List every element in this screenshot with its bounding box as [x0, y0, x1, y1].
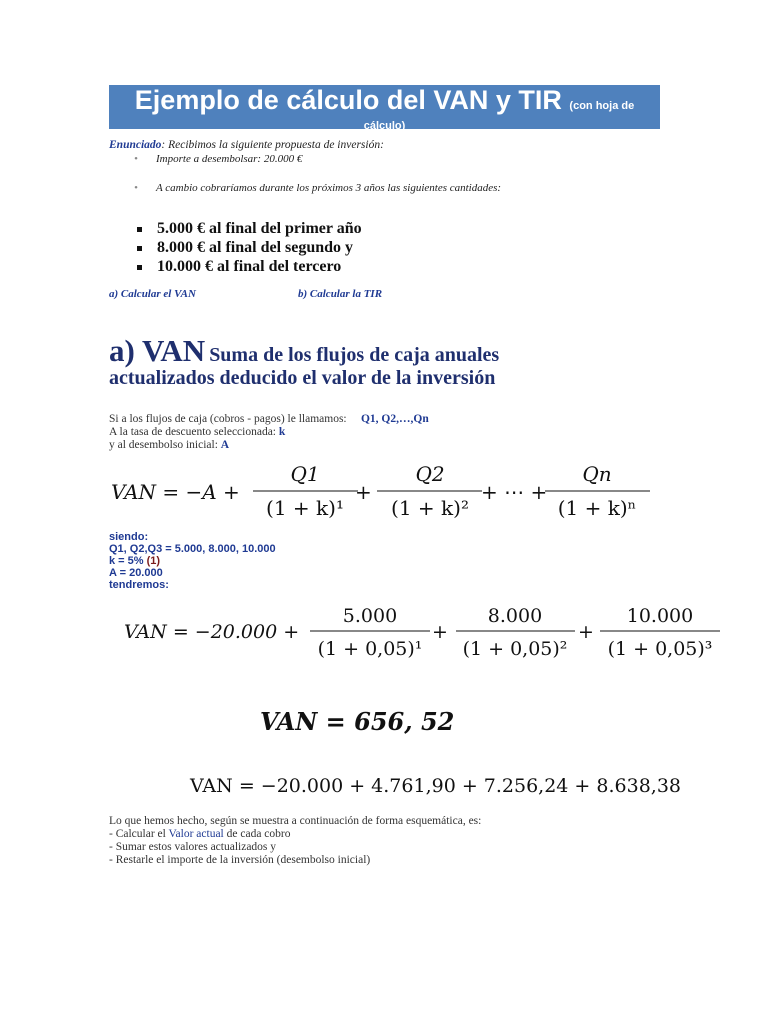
summary-line-2c: de cada cobro: [226, 828, 291, 840]
formula-substituted: [120, 598, 730, 668]
expanded-formula: [188, 766, 708, 802]
section-heading: [109, 333, 499, 390]
section-heading-rest: Suma de los flujos de caja anuales: [209, 344, 500, 366]
expanded-text: VAN = −20.000 + 4.761,90 + 7.256,24 + 8.638,38: [190, 775, 682, 797]
task-b: b) Calcular la TIR: [298, 288, 383, 300]
title-text: Ejemplo de cálculo del VAN y TIR: [134, 85, 562, 115]
summary-text: [109, 815, 481, 867]
given-line-2: Q1, Q2,Q3 = 5.000, 8.000, 10.000: [109, 543, 276, 555]
valor-actual-link[interactable]: Valor actual: [168, 828, 224, 840]
formula-general: [105, 455, 665, 527]
summary-line-1: Lo que hemos hecho, según se muestra a continuación de forma esquemática, es:: [109, 815, 482, 827]
formula-general-lhs: VAN = −A +: [111, 480, 240, 504]
enunciado: [109, 139, 384, 151]
result-formula: [258, 700, 478, 740]
payments-list: [137, 219, 362, 276]
given-values: [109, 531, 276, 591]
footnote-ref: (1): [146, 555, 161, 567]
title-banner: [109, 85, 660, 132]
formula-substituted-lhs: VAN = −20.000 +: [124, 621, 300, 643]
list-item: 8.000 € al final del segundo y: [137, 238, 362, 257]
def-line-2: A la tasa de descuento seleccionada:: [109, 426, 276, 438]
list-item: • Importe a desembolsar: 20.000 €: [128, 153, 302, 165]
given-line-3: k = 5%: [109, 555, 144, 567]
formula-substituted-num-2: 8.000: [487, 605, 543, 627]
formula-substituted-num-3: 10.000: [626, 605, 694, 627]
title-note-open: (con hoja de: [569, 100, 635, 112]
section-heading-big: a) VAN: [109, 333, 206, 368]
formula-substituted-den-3: (1 + 0,05)³: [607, 638, 713, 660]
formula-general-plus: +: [355, 480, 372, 504]
title-note-close: cálculo): [363, 120, 406, 132]
page-title: [109, 85, 660, 121]
given-line-4: A = 20.000: [109, 567, 163, 579]
summary-line-4: - Restarle el importe de la inversión (desembolso inicial): [109, 854, 371, 866]
formula-general-den-1: (1 + k)¹: [266, 496, 344, 520]
list-item: • A cambio cobraríamos durante los próximos 3 años las siguientes cantidades:: [128, 182, 501, 194]
given-line-1: siendo:: [109, 531, 149, 543]
formula-substituted-plus-1: +: [432, 621, 448, 643]
formula-general-den-2: (1 + k)²: [391, 496, 469, 520]
small-list-2: [128, 182, 501, 194]
small-list-1: [128, 153, 302, 165]
formula-substituted-plus-2: +: [578, 621, 594, 643]
list-item: 10.000 € al final del tercero: [137, 257, 362, 276]
list-item: 5.000 € al final del primer año: [137, 219, 362, 238]
enunciado-label: Enunciado: [109, 139, 162, 151]
def-val-2: k: [278, 426, 286, 438]
enunciado-text: : Recibimos la siguiente propuesta de inversión:: [161, 139, 384, 151]
section-heading-line2: actualizados deducido el valor de la inversión: [109, 367, 496, 389]
summary-line-3: - Sumar estos valores actualizados y: [109, 841, 277, 853]
formula-substituted-num-1: 5.000: [342, 605, 398, 627]
def-val-3: A: [220, 439, 230, 451]
formula-substituted-den-1: (1 + 0,05)¹: [317, 638, 423, 660]
formula-general-den-3: (1 + k)ⁿ: [557, 496, 637, 520]
formula-general-dots: + ⋯ +: [481, 480, 548, 504]
result-text: VAN = 656, 52: [260, 707, 455, 736]
task-a: a) Calcular el VAN: [109, 288, 196, 300]
def-line-1: Si a los flujos de caja (cobros - pagos) le llamamos:: [109, 413, 347, 425]
def-line-3: y al desembolso inicial:: [109, 439, 218, 451]
def-val-1: Q1, Q2,…,Qn: [360, 413, 429, 425]
formula-general-num-2: Q2: [415, 462, 445, 486]
given-line-5: tendremos:: [109, 579, 169, 591]
formula-substituted-den-2: (1 + 0,05)²: [462, 638, 568, 660]
definitions: [109, 413, 429, 452]
formula-general-num-1: Q1: [290, 462, 320, 486]
summary-line-2a: - Calcular el: [109, 828, 166, 840]
formula-general-num-3: Qn: [582, 462, 612, 486]
